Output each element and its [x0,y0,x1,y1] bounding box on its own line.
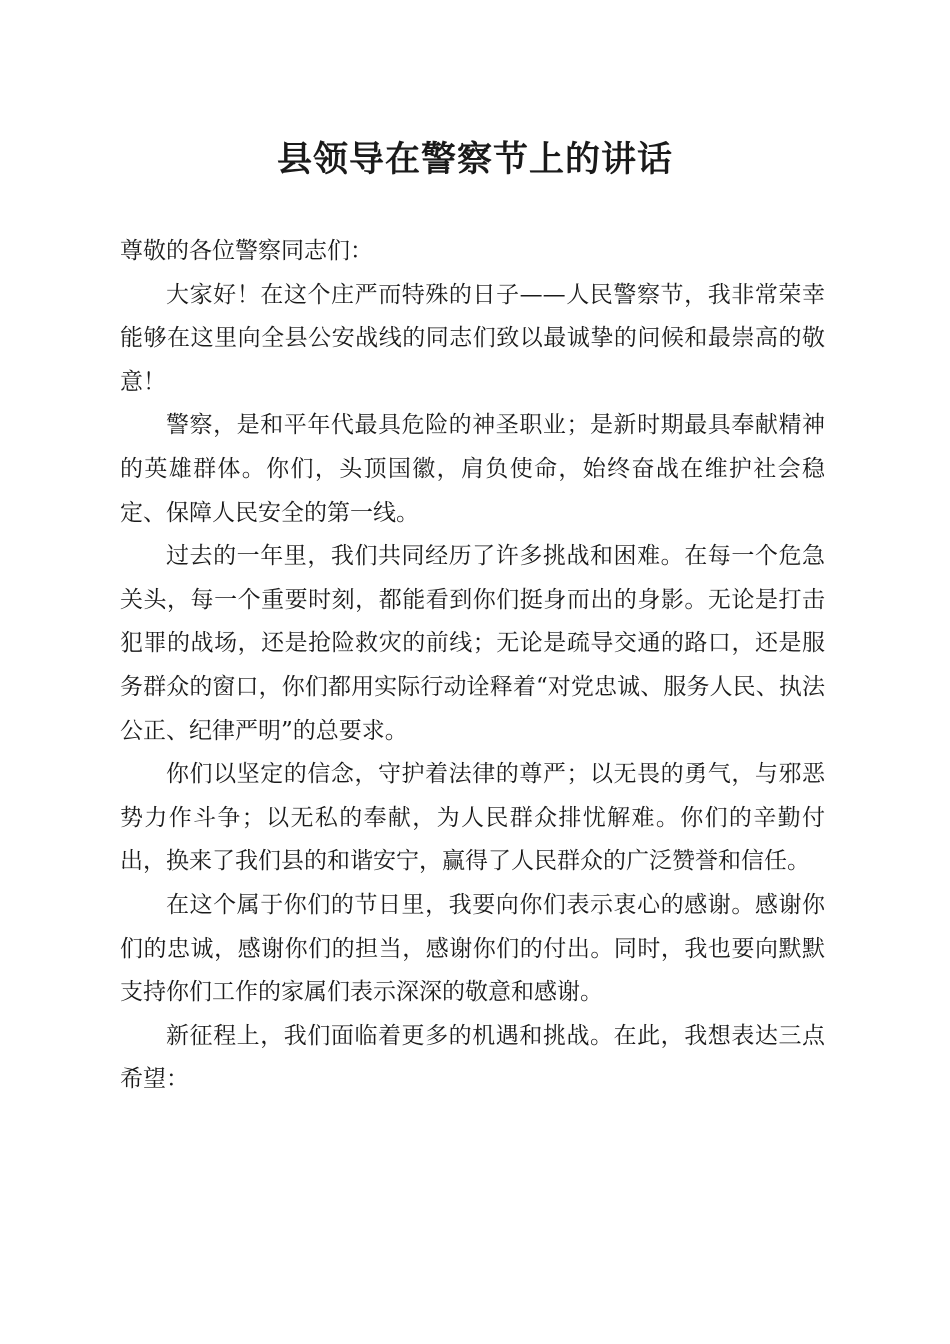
paragraph-greeting: 大家好！在这个庄严而特殊的日子——人民警察节，我非常荣幸能够在这里向全县公安战线的同志们致以最诚挚的问候和最崇高的敬意！ [120,281,825,395]
paragraph-hopes: 新征程上，我们面临着更多的机遇和挑战。在此，我想表达三点希望： [120,1022,825,1093]
paragraph-past-year: 过去的一年里，我们共同经历了许多挑战和困难。在每一个危急关头，每一个重要时刻，都能看到你们挺身而出的身影。无论是打击犯罪的战场，还是抢险救灾的前线；无论是疏导交通的路口，还是服务群众的窗口，你们都用实际行动诠释着“对党忠诚、服务人民、执法公正、纪律严明”的总要求。 [120,543,825,744]
paragraph-police-profession: 警察，是和平年代最具危险的神圣职业；是新时期最具奉献精神的英雄群体。你们，头顶国徽，肩负使命，始终奋战在维护社会稳定、保障人民安全的第一线。 [120,412,825,526]
paragraph-thanks: 在这个属于你们的节日里，我要向你们表示衷心的感谢。感谢你们的忠诚，感谢你们的担当，感谢你们的付出。同时，我也要向默默支持你们工作的家属们表示深深的敬意和感谢。 [120,891,825,1006]
document-body [120,230,825,1102]
salutation: 尊敬的各位警察同志们： [120,238,373,264]
document-title: 县领导在警察节上的讲话 [276,139,673,180]
paragraph-dedication: 你们以坚定的信念，守护着法律的尊严；以无畏的勇气，与邪恶势力作斗争；以无私的奉献，为人民群众排忧解难。你们的辛勤付出，换来了我们县的和谐安宁，赢得了人民群众的广泛赞誉和信任。 [120,761,825,875]
